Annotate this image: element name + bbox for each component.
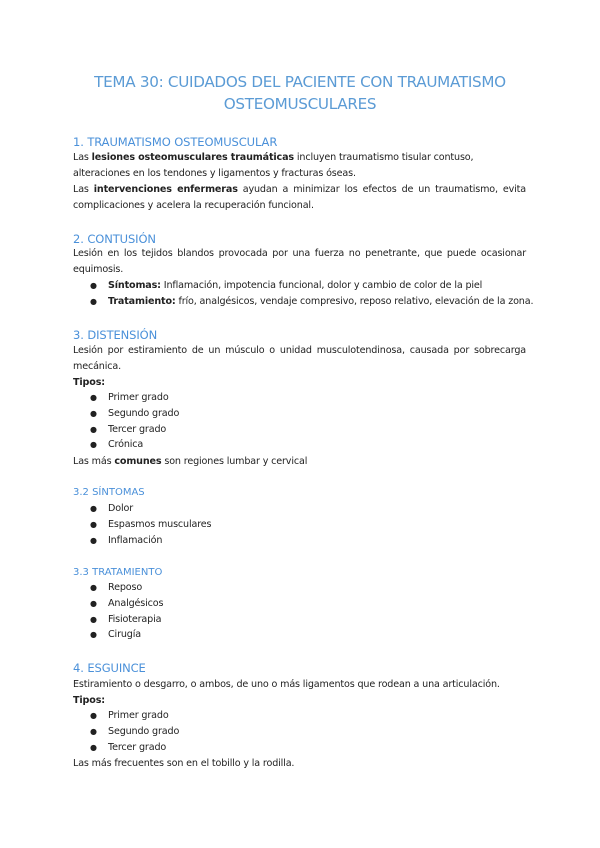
list-item: ● Crónica xyxy=(90,437,179,453)
section-4-frecuentes: Las más frecuentes son en el tobillo y la rodilla. xyxy=(73,758,295,769)
bullet-icon: ● xyxy=(90,393,97,402)
page-title: TEMA 30: CUIDADOS DEL PACIENTE CON TRAUMATISMO OSTEOMUSCULARES xyxy=(94,73,506,113)
distension-tipos-list xyxy=(90,390,179,453)
section-3-comunes: Las más comunes son regiones lumbar y cervical xyxy=(73,456,308,467)
section-3-heading: 3. DISTENSIÓN xyxy=(73,328,158,342)
list-item: ● Inflamación xyxy=(90,533,211,549)
bullet-icon: ● xyxy=(90,296,97,306)
list-item: ● Espasmos musculares xyxy=(90,517,211,533)
bullet-icon: ● xyxy=(90,504,97,513)
list-item: ● Primer grado xyxy=(90,390,179,406)
esguince-tipos-list xyxy=(90,708,179,755)
bullet-icon: ● xyxy=(90,742,97,752)
list-item: ● Segundo grado xyxy=(90,724,179,740)
section-1-heading: 1. TRAUMATISMO OSTEOMUSCULAR xyxy=(73,135,278,149)
section-1-paragraph-1: Las lesiones osteomusculares traumáticas incluyen traumatismo tisular contuso, alteraciones en los tendones y ligamentos y fracturas óseas. xyxy=(73,152,474,179)
list-item: ● Cirugía xyxy=(90,627,163,643)
list-item: ● Síntomas: Inflamación, impotencia funcional, dolor y cambio de color de la piel xyxy=(90,278,533,294)
bullet-icon: ● xyxy=(90,408,97,418)
section-1-paragraph-2: Las intervenciones enfermeras ayudan a minimizar los efectos de un traumatismo, evita complicaciones y acelera la recuperación funcional. xyxy=(73,184,527,211)
bullet-icon: ● xyxy=(90,598,97,608)
list-item: ● Tratamiento: frío, analgésicos, vendaje compresivo, reposo relativo, elevación de la zona. xyxy=(90,294,533,310)
section-3-paragraph: Lesión por estiramiento de un músculo o unidad musculotendinosa, causada por sobrecarga mecánica. xyxy=(73,345,526,372)
section-4-heading: 4. ESGUINCE xyxy=(73,661,146,675)
bullet-icon: ● xyxy=(90,711,97,720)
list-item: ● Dolor xyxy=(90,501,211,517)
bullet-icon: ● xyxy=(90,630,97,640)
section-3-2-heading: 3.2 SÍNTOMAS xyxy=(73,487,145,498)
section-2-heading: 2. CONTUSIÓN xyxy=(73,232,156,246)
bullet-icon: ● xyxy=(90,583,97,592)
list-item: ● Segundo grado xyxy=(90,406,179,422)
list-item: ● Primer grado xyxy=(90,708,179,724)
section-4-paragraph: Estiramiento o desgarro, o ambos, de uno o más ligamentos que rodean a una articulación. xyxy=(73,679,500,690)
list-item: ● Reposo xyxy=(90,580,163,596)
bullet-icon: ● xyxy=(90,440,97,450)
bullet-icon: ● xyxy=(90,519,97,529)
contusion-list xyxy=(90,278,533,310)
bullet-icon: ● xyxy=(90,726,97,736)
section-4-tipos-label: Tipos: xyxy=(73,695,105,706)
bullet-icon: ● xyxy=(90,535,97,545)
section-3-tipos-label: Tipos: xyxy=(73,377,105,388)
list-item: ● Fisioterapia xyxy=(90,612,163,628)
bullet-icon: ● xyxy=(90,614,97,624)
list-item: ● Tercer grado xyxy=(90,740,179,756)
bullet-icon: ● xyxy=(90,424,97,434)
section-2-paragraph: Lesión en los tejidos blandos provocada por una fuerza no penetrante, que puede ocasionar equimosis. xyxy=(73,248,526,275)
distension-tratamiento-list xyxy=(90,580,163,643)
section-3-3-heading: 3.3 TRATAMIENTO xyxy=(73,567,163,578)
bullet-icon: ● xyxy=(90,281,97,290)
distension-sintomas-list xyxy=(90,501,211,548)
list-item: ● Analgésicos xyxy=(90,596,163,612)
list-item: ● Tercer grado xyxy=(90,422,179,438)
